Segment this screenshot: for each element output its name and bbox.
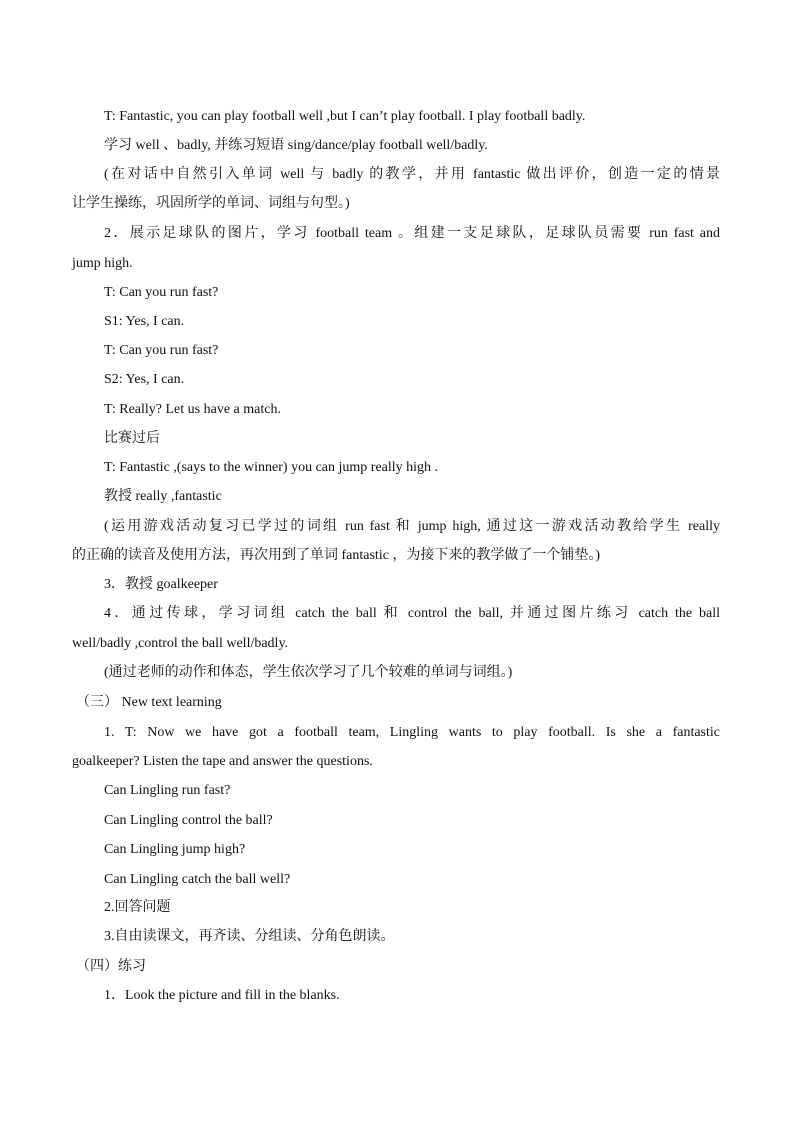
text-line: Can Lingling control the ball? xyxy=(104,813,273,828)
text-line: T: Can you run fast? xyxy=(104,343,219,358)
text-line: 让学生操练，巩固所学的单词、词组与句型。) xyxy=(72,196,350,211)
text-line: T: Fantastic ,(says to the winner) you can jump really high . xyxy=(104,460,439,475)
text-line: (在对话中自然引入单词 well 与 badly 的教学，并用 fantastic 做出评价，创造一定的情景 xyxy=(104,167,720,182)
text-line: 2.回答问题 xyxy=(104,900,171,915)
text-line: 2．展示足球队的图片，学习 football team 。组建一支足球队，足球队员需要 run fast and xyxy=(104,226,720,241)
text-line: S1: Yes, I can. xyxy=(104,314,185,329)
text-line: T: Really? Let us have a match. xyxy=(104,402,281,417)
text-line: Can Lingling jump high? xyxy=(104,842,246,857)
text-line: goalkeeper? Listen the tape and answer the questions. xyxy=(72,754,373,769)
text-line: Can Lingling run fast? xyxy=(104,783,231,798)
section-heading: （四）练习 xyxy=(76,959,146,974)
text-line: jump high. xyxy=(72,256,133,271)
text-line: 1. T: Now we have got a football team, Lingling wants to play football. Is she a fantastic xyxy=(104,725,720,740)
text-line: 教授 really ,fantastic xyxy=(104,489,222,504)
text-line: S2: Yes, I can. xyxy=(104,372,185,387)
text-line: T: Can you run fast? xyxy=(104,285,219,300)
text-line: 3．教授 goalkeeper xyxy=(104,577,218,592)
text-line: 3.自由读课文，再齐读、分组读、分角色朗读。 xyxy=(104,929,395,944)
text-line: Can Lingling catch the ball well? xyxy=(104,872,291,887)
text-line: 1．Look the picture and fill in the blanks. xyxy=(104,988,340,1003)
text-line: well/badly ,control the ball well/badly. xyxy=(72,636,289,651)
text-line: T: Fantastic, you can play football well ,but I can’t play football. I play football badly. xyxy=(104,109,586,124)
text-line: 学习 well 、badly, 并练习短语 sing/dance/play football well/badly. xyxy=(104,138,488,153)
section-heading: （三） New text learning xyxy=(76,695,222,710)
text-line: (通过老师的动作和体态，学生依次学习了几个较难的单词与词组。) xyxy=(104,665,513,680)
text-line: 比赛过后 xyxy=(104,431,160,446)
text-line: (运用游戏活动复习已学过的词组 run fast 和 jump high, 通过这一游戏活动教给学生 really xyxy=(104,519,720,534)
text-line: 的正确的读音及使用方法，再次用到了单词 fantastic ，为接下来的教学做了一个铺垫。) xyxy=(72,548,601,563)
text-line: 4．通过传球，学习词组 catch the ball 和 control the ball, 并通过图片练习 catch the ball xyxy=(104,606,720,621)
